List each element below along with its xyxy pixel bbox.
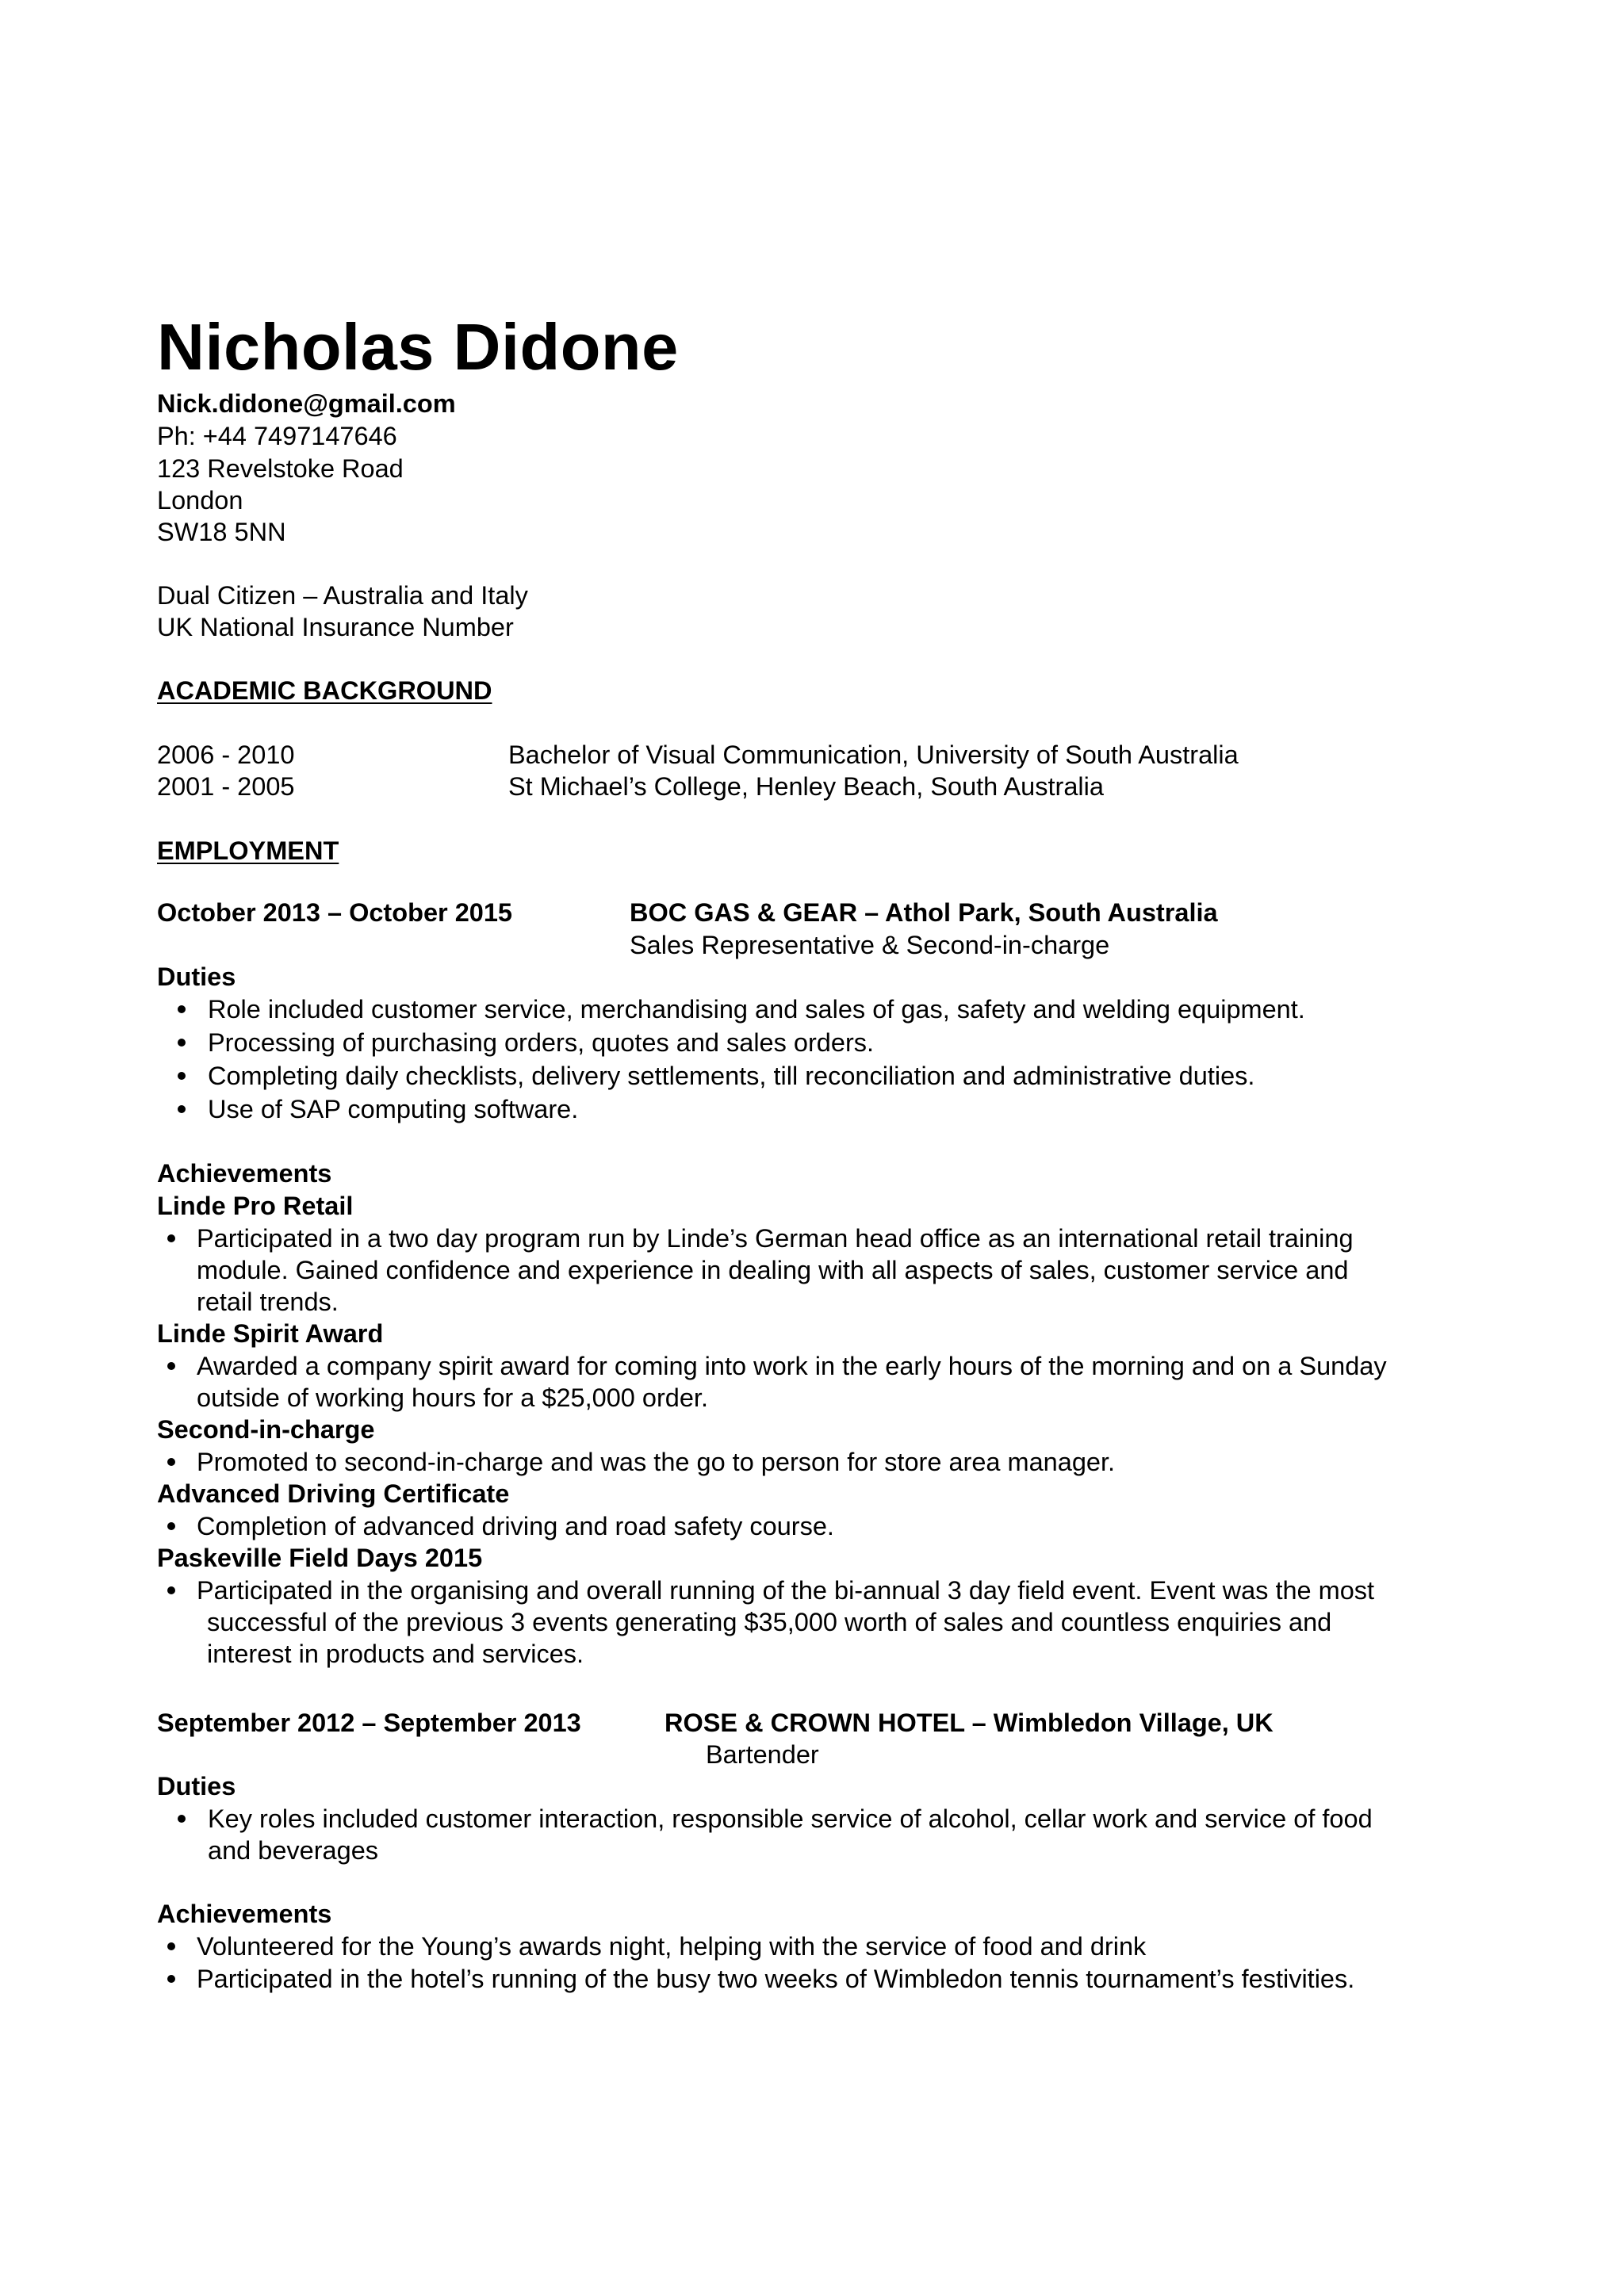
academic-detail: Bachelor of Visual Communication, University of South Australia — [508, 740, 1239, 769]
achievement-line: retail trends. — [197, 1288, 339, 1316]
bullet-icon — [178, 1039, 186, 1047]
achievement-line: module. Gained confidence and experience in dealing with all aspects of sales, customer service and — [197, 1256, 1349, 1284]
duties-heading: Duties — [157, 1772, 236, 1800]
achievement-line: Participated in the hotel’s running of the busy two weeks of Wimbledon tennis tournament’s festivities. — [197, 1965, 1355, 1993]
duty-item: and beverages — [208, 1836, 379, 1865]
duty-item: Use of SAP computing software. — [208, 1095, 579, 1123]
bullet-icon — [167, 1458, 175, 1466]
candidate-name: Nicholas Didone — [157, 310, 679, 384]
achievement-title: Paskeville Field Days 2015 — [157, 1544, 483, 1572]
academic-years: 2001 - 2005 — [157, 772, 295, 801]
employment-heading: EMPLOYMENT — [157, 836, 339, 865]
bullet-icon — [178, 1815, 186, 1823]
job-employer: BOC GAS & GEAR – Athol Park, South Australia — [630, 898, 1218, 927]
achievement-line: Awarded a company spirit award for coming into work in the early hours of the morning and on a Sunday — [197, 1352, 1387, 1380]
job-employer: ROSE & CROWN HOTEL – Wimbledon Village, UK — [665, 1709, 1274, 1737]
achievement-line: Participated in a two day program run by Linde’s German head office as an international retail training — [197, 1224, 1354, 1253]
achievement-line: successful of the previous 3 events generating $35,000 worth of sales and countless enquiries and — [207, 1608, 1332, 1636]
insurance-line: UK National Insurance Number — [157, 613, 514, 641]
bullet-icon — [167, 1942, 175, 1950]
achievements-heading: Achievements — [157, 1159, 332, 1188]
achievement-line: outside of working hours for a $25,000 order. — [197, 1383, 708, 1412]
achievement-line: Promoted to second-in-charge and was the go to person for store area manager. — [197, 1448, 1116, 1476]
bullet-icon — [178, 1105, 186, 1113]
achievement-line: Volunteered for the Young’s awards night, helping with the service of food and drink — [197, 1932, 1147, 1961]
email-address: Nick.didone@gmail.com — [157, 389, 456, 418]
academic-years: 2006 - 2010 — [157, 740, 295, 769]
address-postcode: SW18 5NN — [157, 518, 286, 546]
achievement-line: Participated in the organising and overall running of the bi-annual 3 day field event. Event was the most — [197, 1576, 1375, 1605]
address-street: 123 Revelstoke Road — [157, 454, 404, 483]
achievement-line: Completion of advanced driving and road safety course. — [197, 1512, 834, 1540]
bullet-icon — [178, 1005, 186, 1013]
academic-detail: St Michael’s College, Henley Beach, South Australia — [508, 772, 1104, 801]
duties-heading: Duties — [157, 962, 236, 991]
bullet-icon — [167, 1586, 175, 1594]
bullet-icon — [167, 1975, 175, 1983]
job-dates: September 2012 – September 2013 — [157, 1709, 581, 1737]
duty-item: Key roles included customer interaction, responsible service of alcohol, cellar work and service of food — [208, 1804, 1373, 1833]
job-dates: October 2013 – October 2015 — [157, 898, 513, 927]
achievement-title: Linde Pro Retail — [157, 1192, 354, 1220]
academic-heading: ACADEMIC BACKGROUND — [157, 676, 492, 705]
achievement-title: Advanced Driving Certificate — [157, 1479, 510, 1508]
bullet-icon — [178, 1072, 186, 1080]
job-role: Bartender — [706, 1740, 819, 1769]
address-city: London — [157, 486, 243, 515]
phone-number: Ph: +44 7497147646 — [157, 422, 397, 450]
achievement-title: Linde Spirit Award — [157, 1319, 384, 1348]
achievements-heading: Achievements — [157, 1900, 332, 1928]
job-role: Sales Representative & Second-in-charge — [630, 931, 1110, 959]
citizenship-line: Dual Citizen – Australia and Italy — [157, 581, 528, 610]
bullet-icon — [167, 1522, 175, 1530]
bullet-icon — [167, 1362, 175, 1370]
duty-item: Processing of purchasing orders, quotes and sales orders. — [208, 1028, 875, 1057]
achievement-title: Second-in-charge — [157, 1415, 375, 1444]
bullet-icon — [167, 1234, 175, 1242]
achievement-line: interest in products and services. — [207, 1640, 584, 1668]
duty-item: Role included customer service, merchandising and sales of gas, safety and welding equipment. — [208, 995, 1305, 1024]
duty-item: Completing daily checklists, delivery settlements, till reconciliation and administrative duties. — [208, 1062, 1255, 1090]
